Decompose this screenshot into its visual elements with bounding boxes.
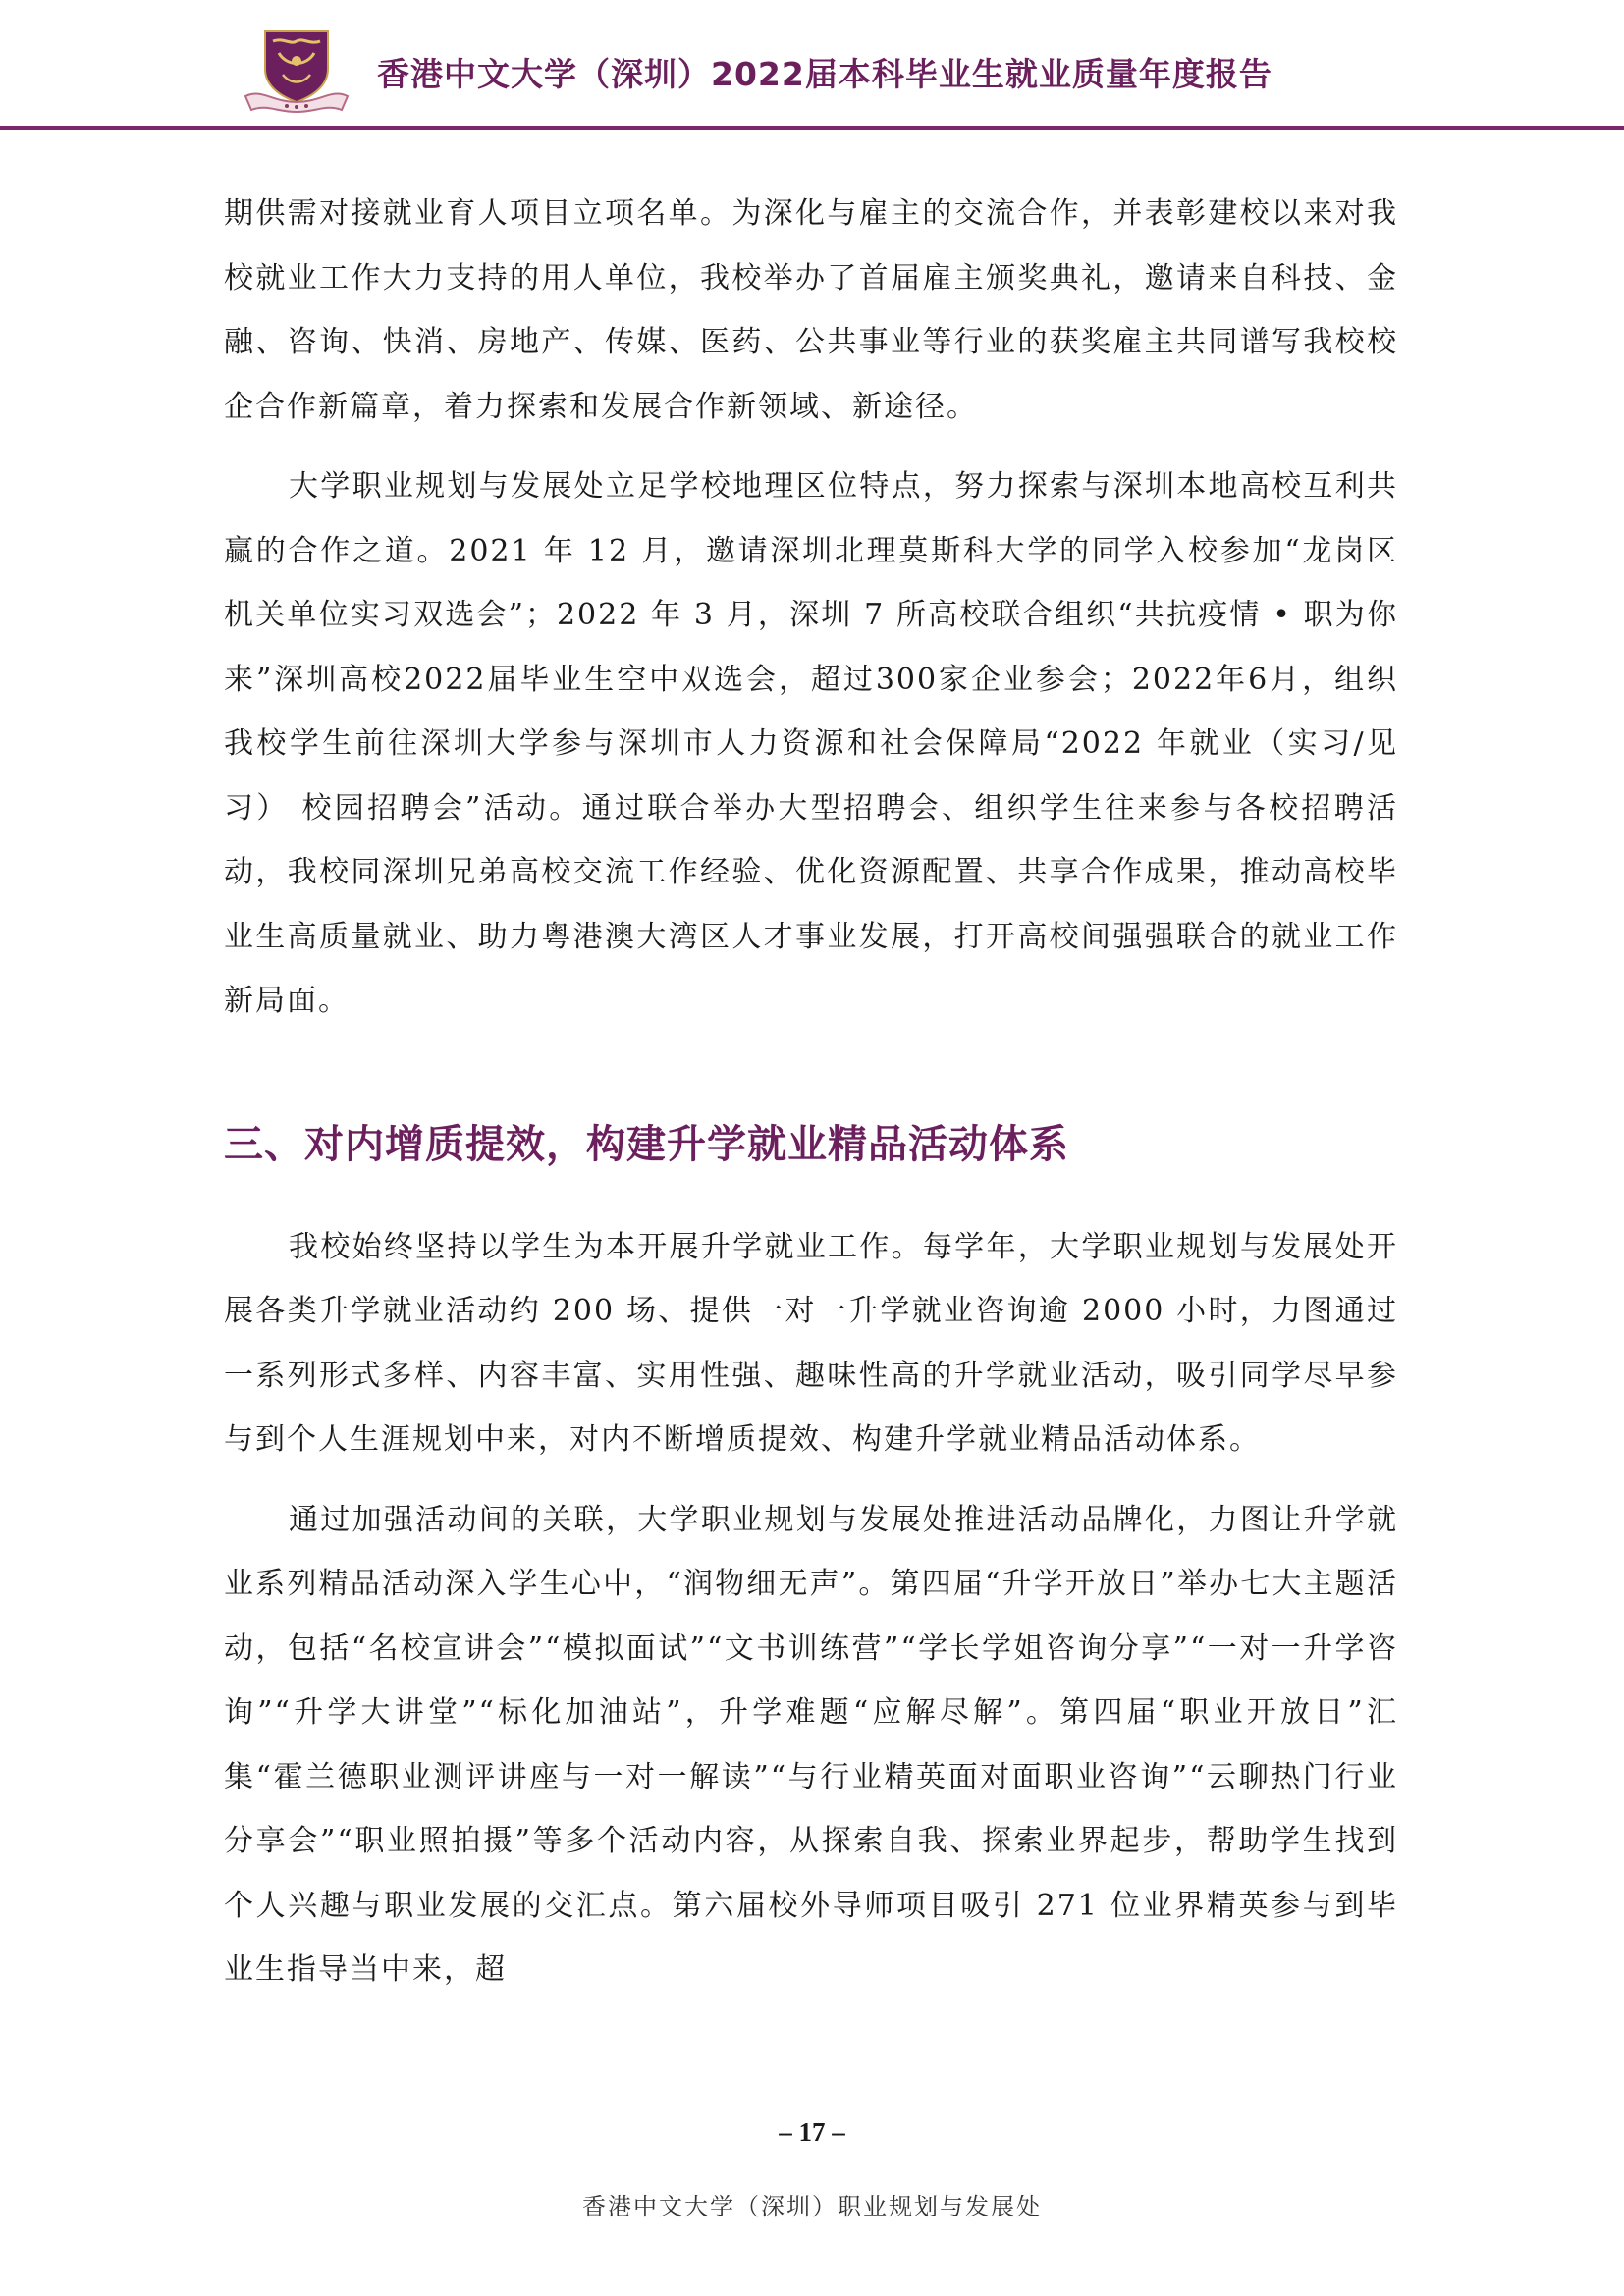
page-body (224, 182, 1398, 2002)
header-divider (0, 126, 1624, 130)
report-title: 香港中文大学（深圳）2022届本科毕业生就业质量年度报告 (377, 55, 1272, 93)
body-paragraph-1: 期供需对接就业育人项目立项名单。为深化与雇主的交流合作，并表彰建校以来对我校就业工作大力支持的用人单位，我校举办了首届雇主颁奖典礼，邀请来自科技、金融、咨询、快消、房地产、传媒、医药、公共事业等行业的获奖雇主共同谱写我校校企合作新篇章，着力探索和发展合作新领域、新途径。 (224, 196, 1398, 424)
section-heading: 三、对内增质提效，构建升学就业精品活动体系 (224, 1121, 1069, 1167)
body-paragraph-4: 通过加强活动间的关联，大学职业规划与发展处推进活动品牌化，力图让升学就业系列精品活动深入学生心中，“润物细无声”。第四届“升学开放日”举办七大主题活动，包括“名校宣讲会”“模拟面试”“文书训练营”“学长学姐咨询分享”“一对一升学咨询”“升学大讲堂”“标化加油站”，升学难题“应解尽解”。第四届“职业开放日”汇集“霍兰德职业测评讲座与一对一解读”“与行业精英面对面职业咨询”“云聊热门行业分享会”“职业照拍摄”等多个活动内容，从探索自我、探索业界起步，帮助学生找到个人兴趣与职业发展的交汇点。第六届校外导师项目吸引 271 位业界精英参与到毕业生指导当中来，超 (224, 1502, 1398, 1987)
page-header (0, 0, 1624, 133)
body-paragraph-2: 大学职业规划与发展处立足学校地理区位特点，努力探索与深圳本地高校互利共赢的合作之道。2021 年 12 月，邀请深圳北理莫斯科大学的同学入校参加“龙岗区机关单位实习双选会”；2022 年 3 月，深圳 7 所高校联合组织“共抗疫情 • 职为你来”深圳高校2022届毕业生空中双选会，超过300家企业参会；2022年6月，组织我校学生前往深圳大学参与深圳市人力资源和社会保障局“2022 年就业（实习/见习） 校园招聘会”活动。通过联合举办大型招聘会、组织学生往来参与各校招聘活动，我校同深圳兄弟高校交流工作经验、优化资源配置、共享合作成果，推动高校毕业生高质量就业、助力粤港澳大湾区人才事业发展，打开高校间强强联合的就业工作新局面。 (224, 469, 1398, 1018)
university-crest-icon (244, 27, 350, 114)
page-number: – 17 – (779, 2117, 845, 2147)
footer-org-name: 香港中文大学（深圳）职业规划与发展处 (582, 2193, 1042, 2220)
body-paragraph-3: 我校始终坚持以学生为本开展升学就业工作。每学年，大学职业规划与发展处开展各类升学就业活动约 200 场、提供一对一升学就业咨询逾 2000 小时，力图通过一系列形式多样、内容丰富、实用性强、趣味性高的升学就业活动，吸引同学尽早参与到个人生涯规划中来，对内不断增质提效、构建升学就业精品活动体系。 (224, 1229, 1398, 1457)
